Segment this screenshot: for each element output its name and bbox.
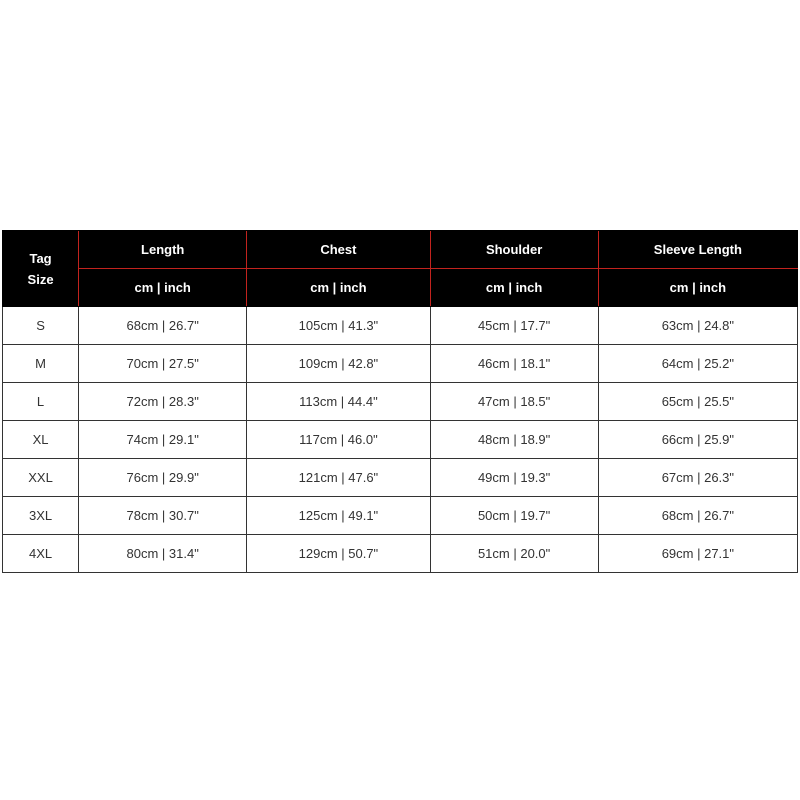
chest-cell: 121cm | 47.6" (247, 459, 430, 497)
table-row (3, 307, 798, 345)
unit-label-sleeve-length: cm | inch (598, 269, 797, 307)
chest-cell: 129cm | 50.7" (247, 535, 430, 573)
table-row (3, 535, 798, 573)
column-header-chest: Chest (247, 231, 430, 269)
table-row (3, 459, 798, 497)
column-header-sleeve-length: Sleeve Length (598, 231, 797, 269)
sleeve-length-cell: 67cm | 26.3" (598, 459, 797, 497)
length-cell: 70cm | 27.5" (79, 345, 247, 383)
tag-size-header-line-1: Tag (29, 250, 52, 266)
shoulder-cell: 45cm | 17.7" (430, 307, 598, 345)
shoulder-cell: 51cm | 20.0" (430, 535, 598, 573)
chest-cell: 117cm | 46.0" (247, 421, 430, 459)
length-cell: 78cm | 30.7" (79, 497, 247, 535)
tag-size-header (3, 231, 79, 307)
column-header-length: Length (79, 231, 247, 269)
size-chart-body (3, 307, 798, 573)
header-row (3, 231, 798, 269)
column-header-shoulder: Shoulder (430, 231, 598, 269)
unit-row (3, 269, 798, 307)
sleeve-length-cell: 65cm | 25.5" (598, 383, 797, 421)
chest-cell: 113cm | 44.4" (247, 383, 430, 421)
sleeve-length-cell: 66cm | 25.9" (598, 421, 797, 459)
unit-label-shoulder: cm | inch (430, 269, 598, 307)
sleeve-length-cell: 64cm | 25.2" (598, 345, 797, 383)
shoulder-cell: 46cm | 18.1" (430, 345, 598, 383)
unit-label-chest: cm | inch (247, 269, 430, 307)
sleeve-length-cell: 69cm | 27.1" (598, 535, 797, 573)
length-cell: 72cm | 28.3" (79, 383, 247, 421)
chest-cell: 105cm | 41.3" (247, 307, 430, 345)
unit-label-length: cm | inch (79, 269, 247, 307)
tag-size-header-line-2: Size (27, 271, 54, 287)
size-chart-header (3, 231, 798, 307)
size-cell: 4XL (3, 535, 79, 573)
chest-cell: 125cm | 49.1" (247, 497, 430, 535)
table-row (3, 421, 798, 459)
table-row (3, 497, 798, 535)
shoulder-cell: 49cm | 19.3" (430, 459, 598, 497)
sleeve-length-cell: 63cm | 24.8" (598, 307, 797, 345)
size-cell: XXL (3, 459, 79, 497)
size-cell: M (3, 345, 79, 383)
size-cell: XL (3, 421, 79, 459)
shoulder-cell: 50cm | 19.7" (430, 497, 598, 535)
shoulder-cell: 47cm | 18.5" (430, 383, 598, 421)
table-row (3, 383, 798, 421)
table-row (3, 345, 798, 383)
length-cell: 68cm | 26.7" (79, 307, 247, 345)
length-cell: 76cm | 29.9" (79, 459, 247, 497)
shoulder-cell: 48cm | 18.9" (430, 421, 598, 459)
length-cell: 80cm | 31.4" (79, 535, 247, 573)
sleeve-length-cell: 68cm | 26.7" (598, 497, 797, 535)
length-cell: 74cm | 29.1" (79, 421, 247, 459)
chest-cell: 109cm | 42.8" (247, 345, 430, 383)
size-chart-table (2, 230, 798, 573)
size-cell: S (3, 307, 79, 345)
size-cell: L (3, 383, 79, 421)
size-cell: 3XL (3, 497, 79, 535)
